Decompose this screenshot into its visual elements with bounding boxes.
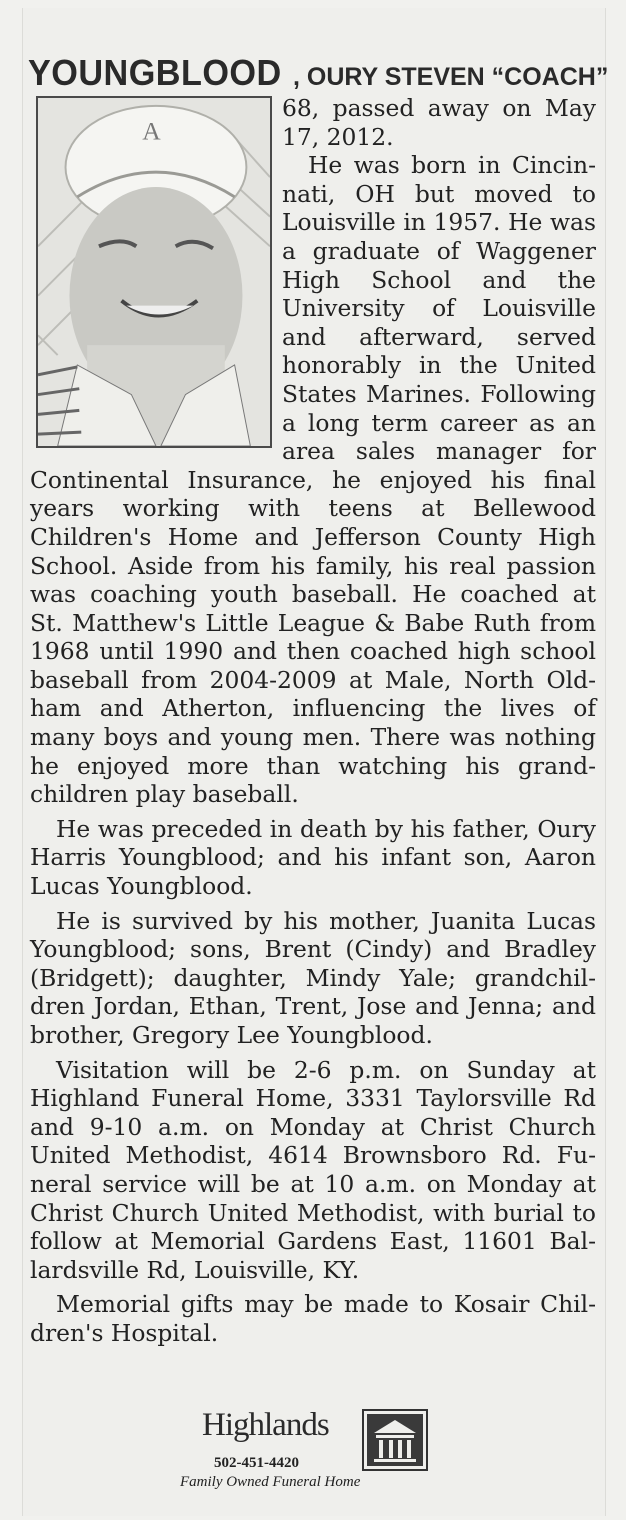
memorial-paragraph: Memorial gifts may be made to Kosair Children's Hospital. bbox=[30, 1290, 596, 1347]
funeral-home-phone: 502-451-4420 bbox=[214, 1455, 299, 1471]
funeral-home-logo bbox=[180, 1405, 450, 1495]
surname: YOUNGBLOOD bbox=[28, 52, 282, 93]
funeral-home-emblem-icon bbox=[362, 1409, 428, 1471]
biography-paragraph: He was born in Cincinnati, OH but moved to Louisville in 1957. He was a graduate of Waggener High School and the University of Louisville and afterward, served honorably in the United States Marines. Following a long term career as an area sales manager for Continental Insurance, he enjoyed his final years working with teens at Bellewood Children's Home and Jefferson County High School. Aside from his family, his real passion was coaching youth baseball. He coached at St. Matthew's Little League & Babe Ruth from 1968 until 1990 and then coached high school baseball from 2004-2009 at Male, North Oldham and Atherton, influencing the lives of many boys and young men. There was nothing he enjoyed more than watching his grandchildren play baseball. bbox=[30, 151, 596, 809]
obituary-headline bbox=[28, 52, 608, 94]
visitation-paragraph: Visitation will be 2-6 p.m. on Sunday at Highland Funeral Home, 3331 Taylorsville Rd and 9-10 a.m. on Monday at Christ Church United Methodist, 4614 Brownsboro Rd. Funeral service will be at 10 a.m. on Monday at Christ Church United Methodist, with burial to follow at Memorial Gardens East, 11601 Ballardsville Rd, Louisville, KY. bbox=[30, 1055, 596, 1284]
survived-paragraph: He is survived by his mother, Juanita Lucas Youngblood; sons, Brent (Cindy) and Bradley (Bridgett); daughter, Mindy Yale; grandchildren Jordan, Ethan, Trent, Jose and Jenna; and brother, Gregory Lee Youngblood. bbox=[30, 906, 596, 1049]
opening-line: 68, passed away on May 17, 2012. bbox=[282, 94, 596, 151]
svg-text:A: A bbox=[142, 116, 161, 146]
funeral-home-tagline: Family Owned Funeral Home bbox=[180, 1474, 361, 1490]
given-name: , OURY STEVEN “COACH” bbox=[293, 63, 609, 91]
photo-wrap-space bbox=[30, 94, 282, 450]
obituary-body bbox=[30, 94, 596, 1348]
funeral-home-name: Highlands bbox=[202, 1407, 329, 1443]
preceded-paragraph: He was preceded in death by his father, Oury Harris Youngblood; and his infant son, Aaron Lucas Youngblood. bbox=[30, 814, 596, 901]
